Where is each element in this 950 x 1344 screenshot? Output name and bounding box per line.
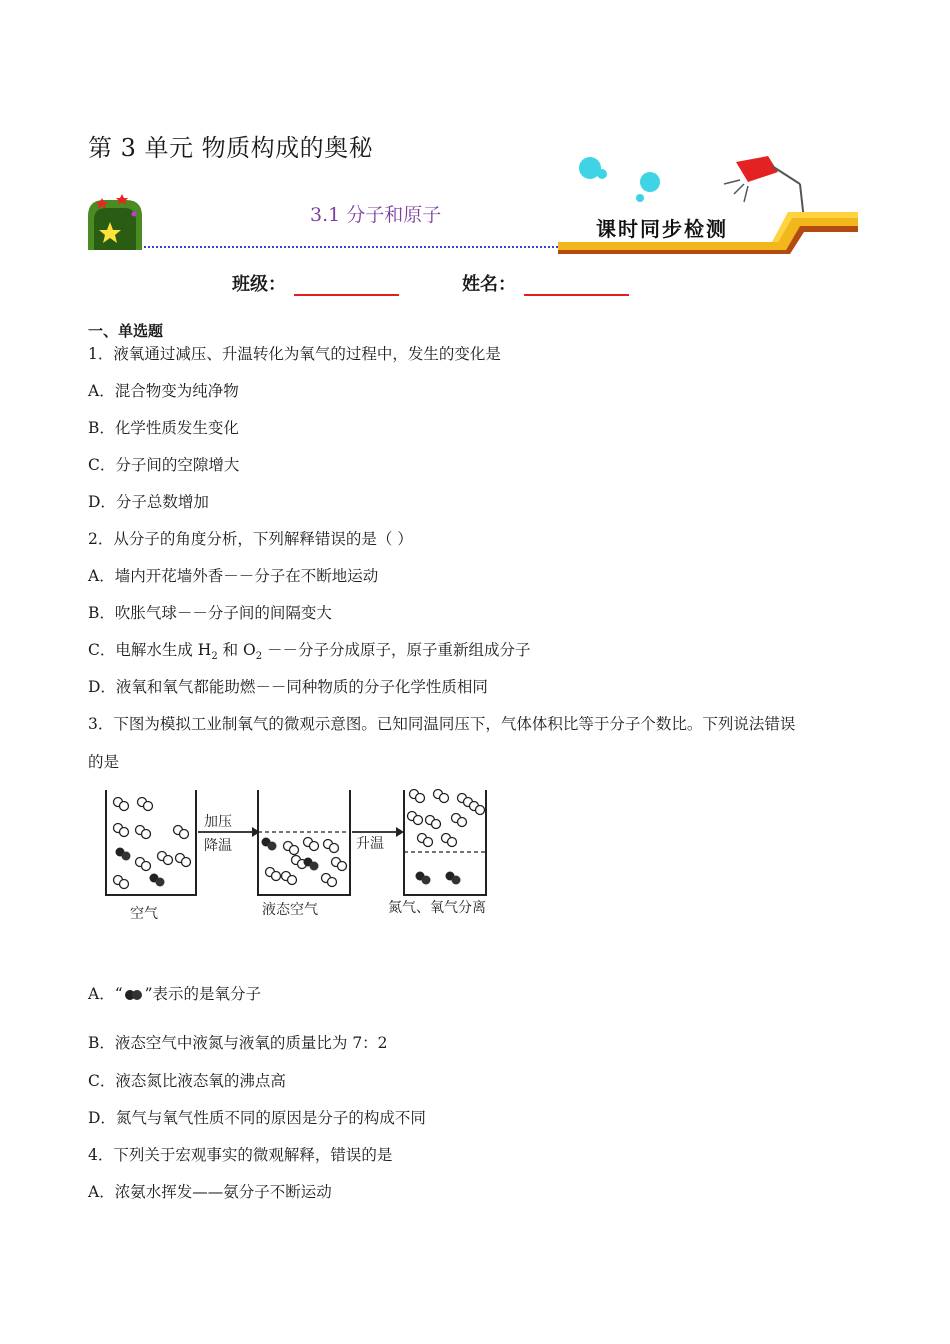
diagram-label-air: 空气 (130, 906, 158, 922)
lesson-title: 3.1 分子和原子 (310, 204, 442, 226)
question-3-stem-line-2: 的是 (88, 753, 120, 771)
section-title: 一、单选题 (88, 322, 164, 340)
dark-molecule-icon (123, 988, 145, 1002)
question-3-stem-line-1: 3．下图为模拟工业制氧气的微观示意图。已知同温同压下，气体体积比等于分子个数比。下列说法错误 (88, 715, 796, 733)
bubble-decoration (597, 169, 607, 179)
question-2-stem: 2．从分子的角度分析，下列解释错误的是（ ） (88, 530, 413, 548)
q1-option-b[interactable]: B．化学性质发生变化 (88, 419, 239, 437)
q3-option-a[interactable] (88, 984, 261, 1004)
q2-c-sub-1: 2 (211, 651, 218, 663)
name-field[interactable] (462, 270, 629, 296)
q2-option-b[interactable]: B．吹胀气球－－分子间的间隔变大 (88, 604, 332, 622)
q1-option-d[interactable]: D．分子总数增加 (88, 493, 209, 511)
star-emblem-icon (88, 194, 142, 250)
arrow1-label-2: 降温 (204, 838, 232, 854)
q4-option-a[interactable]: A．浓氨水挥发——氨分子不断运动 (88, 1183, 332, 1201)
class-blank[interactable] (294, 276, 399, 296)
header-banner (88, 150, 858, 260)
arrow2-label: 升温 (356, 836, 384, 852)
bubble-decoration (640, 172, 660, 192)
arrow1-label-1: 加压 (204, 814, 232, 830)
q1-option-c[interactable]: C．分子间的空隙增大 (88, 456, 240, 474)
banner-label: 课时同步检测 (596, 217, 728, 241)
q2-c-sub-2: 2 (255, 651, 263, 663)
question-1-stem: 1．液氧通过减压、升温转化为氧气的过程中，发生的变化是 (88, 345, 501, 363)
question-4-stem: 4．下列关于宏观事实的微观解释，错误的是 (88, 1146, 393, 1164)
name-label: 姓名： (462, 274, 516, 295)
q1-option-a[interactable]: A．混合物变为纯净物 (88, 382, 239, 400)
q2-c-text-2: 和 O (217, 641, 256, 659)
name-blank[interactable] (524, 276, 629, 296)
class-label: 班级： (232, 274, 286, 295)
q2-option-d[interactable]: D．液氧和氧气都能助燃－－同种物质的分子化学性质相同 (88, 678, 488, 696)
q3-option-c[interactable]: C．液态氮比液态氧的沸点高 (88, 1072, 286, 1090)
q2-option-a[interactable]: A．墙内开花墙外香－－分子在不断地运动 (88, 567, 379, 585)
q2-option-c[interactable] (88, 640, 531, 667)
q2-c-text-1: C．电解水生成 H (88, 641, 212, 659)
q3-option-b[interactable]: B．液态空气中液氮与液氧的质量比为 7：2 (88, 1034, 388, 1052)
class-field[interactable] (232, 270, 399, 296)
bubble-decoration (636, 194, 644, 202)
unit-title: 第 3 单元 物质构成的奥秘 (88, 134, 374, 162)
q3-a-text-2: ”表示的是氧分子 (144, 985, 262, 1003)
q2-c-text-3: －－分子分成原子，原子重新组成分子 (262, 641, 531, 659)
q3-a-text-1: A．“ (88, 985, 123, 1003)
air-separation-diagram (100, 780, 520, 930)
diagram-label-liquid-air: 液态空气 (262, 902, 318, 918)
q3-option-d[interactable]: D．氮气与氧气性质不同的原因是分子的构成不同 (88, 1109, 426, 1127)
diagram-label-separation: 氮气、氧气分离 (388, 900, 486, 916)
